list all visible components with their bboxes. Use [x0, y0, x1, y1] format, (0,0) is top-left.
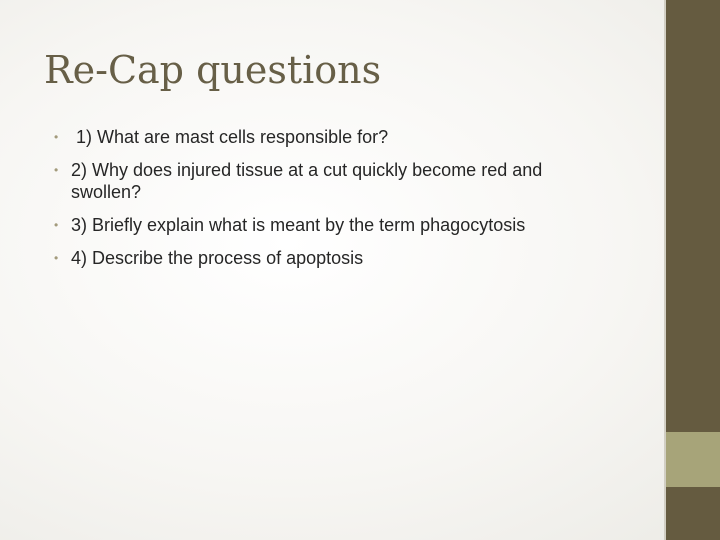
slide-title: Re-Cap questions [44, 48, 382, 92]
bullet-text: 4) Describe the process of apoptosis [71, 248, 364, 268]
bullet-icon: • [54, 251, 59, 265]
bullet-text: 2) Why does injured tissue at a cut quickly become red and swollen? [71, 160, 543, 202]
bullet-icon: • [54, 163, 59, 177]
sidebar-top-band [666, 0, 720, 432]
sidebar-accent-band [666, 432, 720, 487]
bullet-item-1 [54, 126, 614, 148]
bullet-icon: • [54, 130, 59, 144]
bullet-item-3 [54, 214, 614, 236]
bullet-text: 3) Briefly explain what is meant by the term phagocytosis [71, 215, 526, 235]
sidebar-bottom-band [666, 487, 720, 540]
bullet-item-2 [54, 159, 614, 203]
bullet-list [54, 126, 614, 280]
bullet-text: 1) What are mast cells responsible for? [71, 127, 389, 147]
bullet-icon: • [54, 218, 59, 232]
bullet-item-4 [54, 247, 614, 269]
